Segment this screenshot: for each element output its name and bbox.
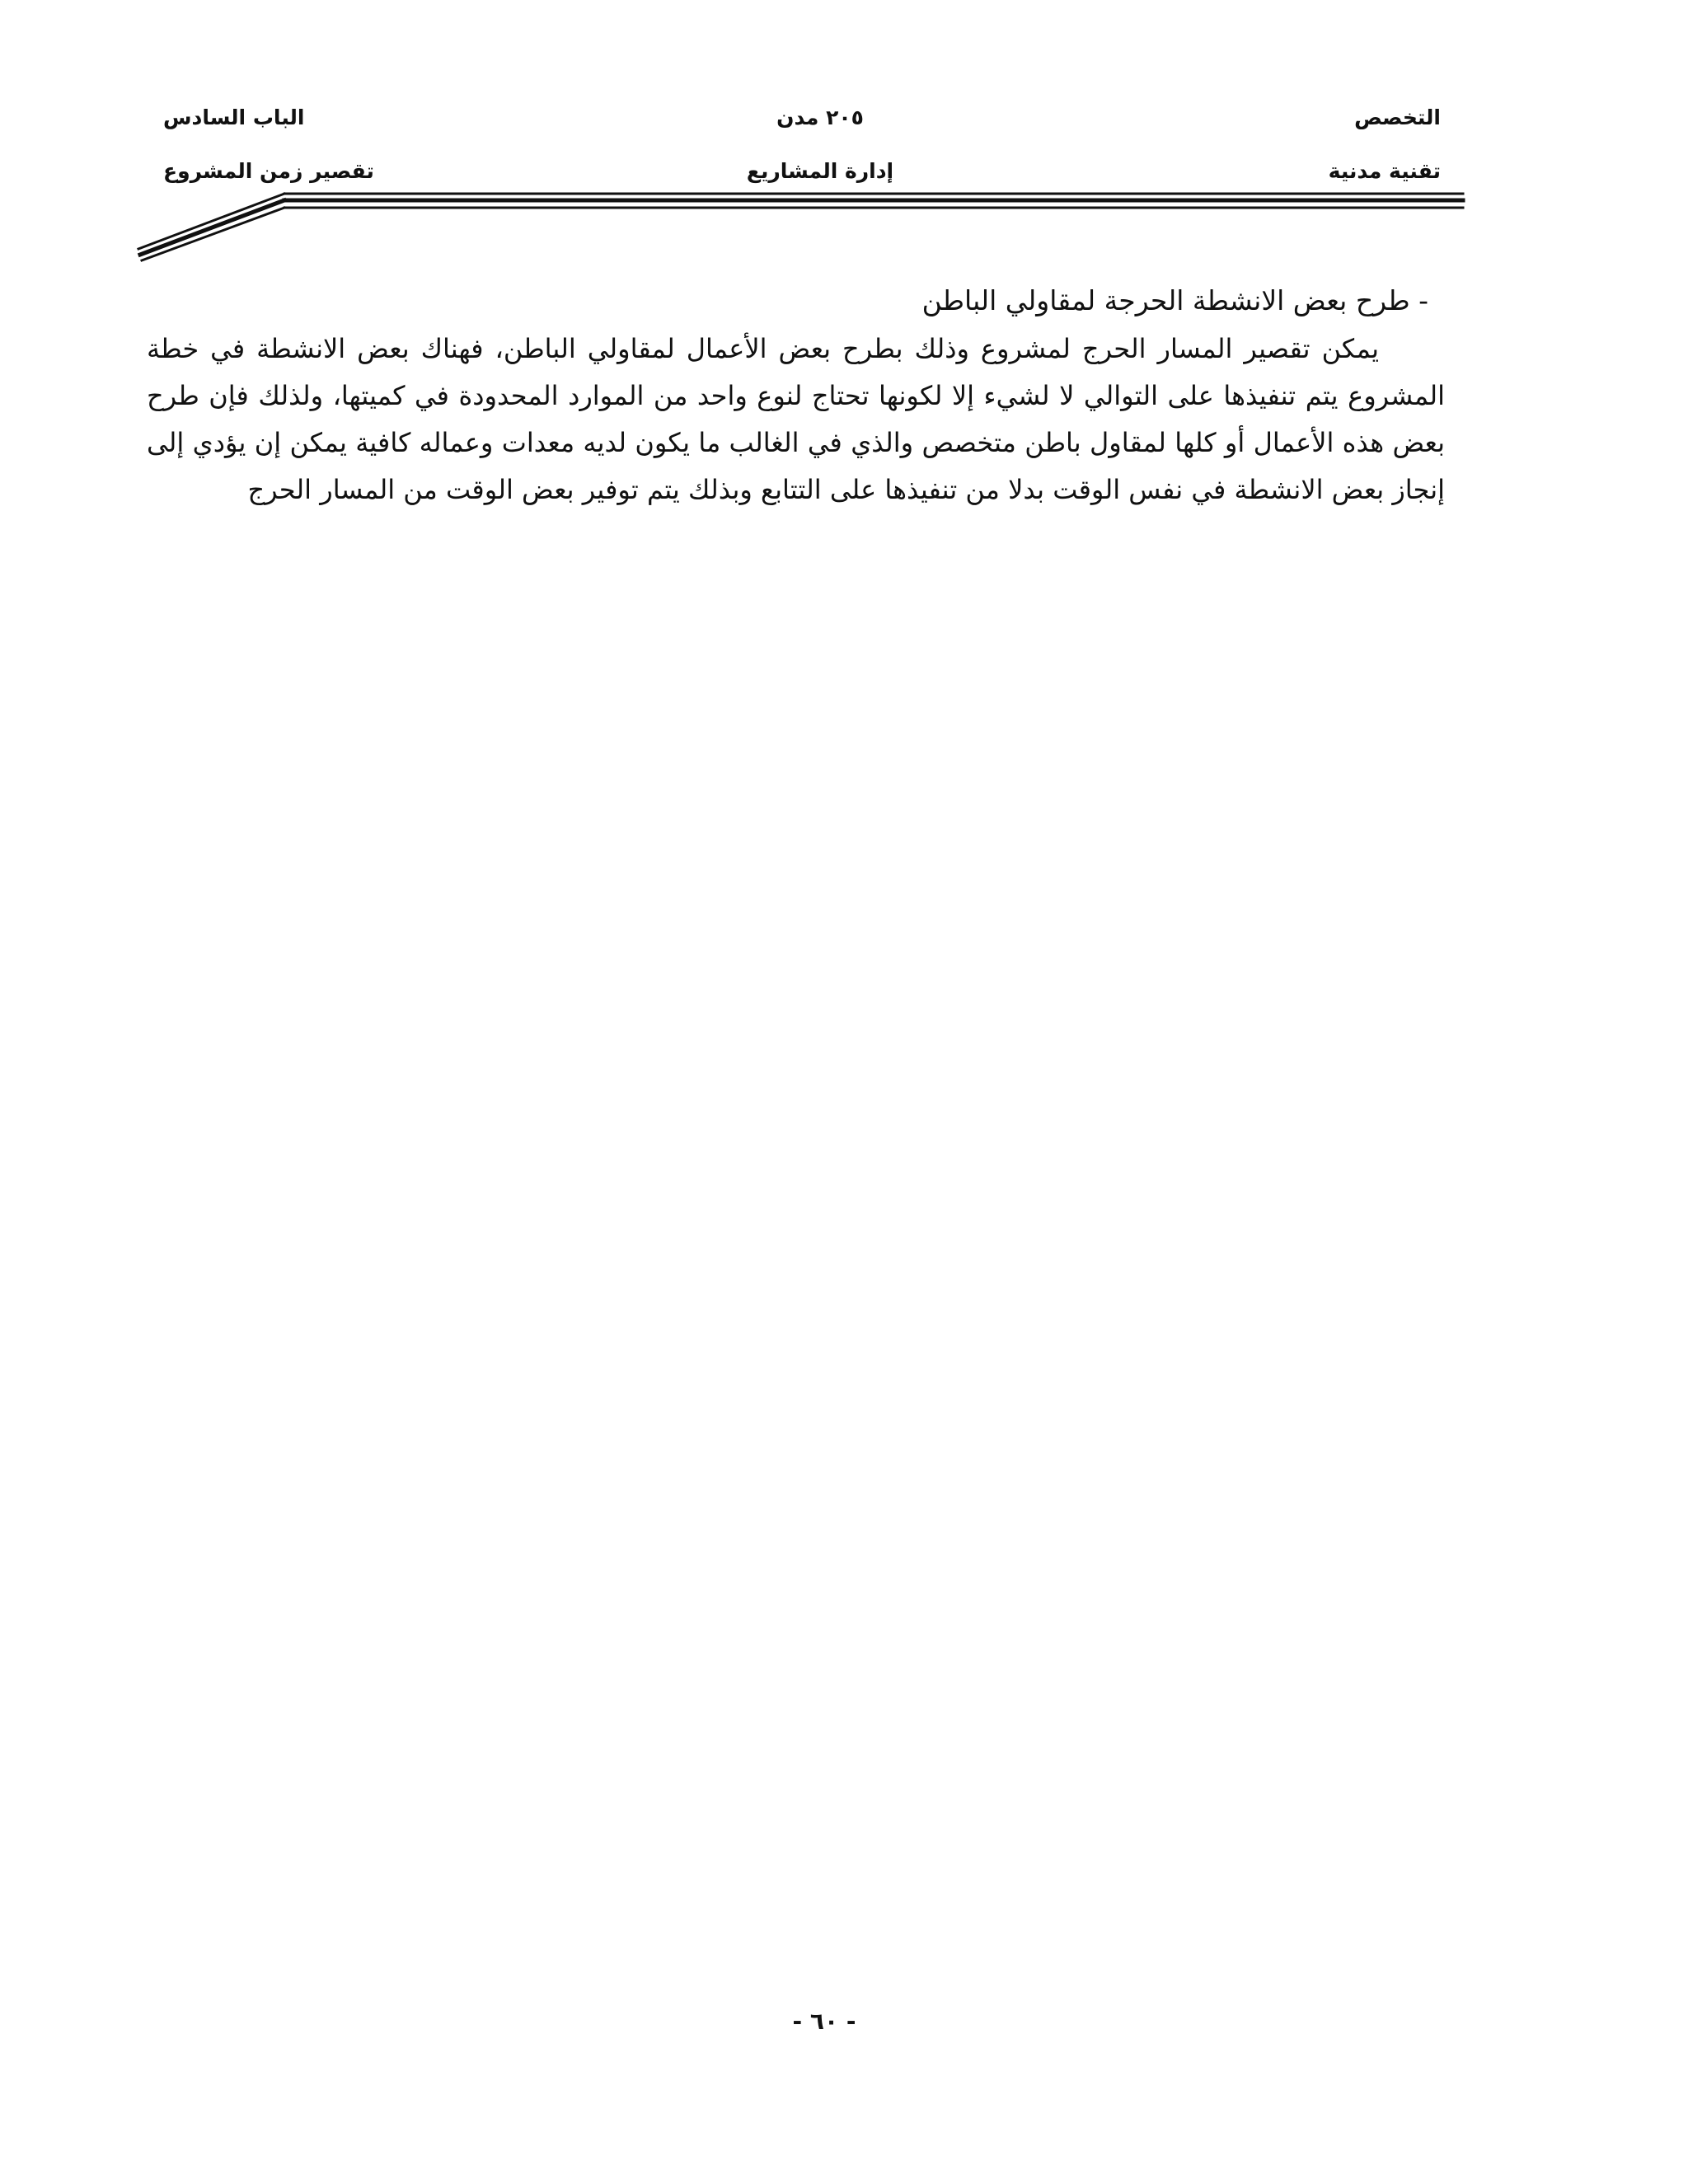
page-number: - ٦٠ -: [792, 2008, 856, 2035]
specialty-label: التخصص: [1354, 105, 1441, 129]
body-paragraph-text: يمكن تقصير المسار الحرج لمشروع وذلك بطرح بعض الأعمال لمقاولي الباطن، فهناك بعض الانشطة في خطة المشروع يتم تنفيذها على التوالي لا لشيء إلا لكونها تحتاج لنوع واحد من الموارد المحدودة في كميتها، ولذلك فإن طرح بعض هذه الأعمال أو كلها لمقاول باطن متخصص والذي في الغالب ما يكون لديه معدات وعماله كافية يمكن إن يؤدي إلى إنجاز بعض الانشطة في نفس الوقت بدلا من تنفيذها على التتابع وبذلك يتم توفير بعض الوقت من المسار الحرج: [147, 333, 1445, 505]
chapter-label: الباب السادس: [163, 105, 305, 129]
header-rule: [0, 0, 1688, 272]
chapter-title: تقصير زمن المشروع: [163, 159, 374, 183]
specialty-value: تقنية مدنية: [1328, 159, 1441, 183]
body-paragraph: [147, 326, 1445, 513]
body-content: [147, 276, 1445, 513]
course-code: ٢٠٥ مدن: [776, 105, 864, 129]
section-heading: - طرح بعض الانشطة الحرجة لمقاولي الباطن: [921, 284, 1428, 316]
course-name: إدارة المشاريع: [746, 159, 894, 183]
